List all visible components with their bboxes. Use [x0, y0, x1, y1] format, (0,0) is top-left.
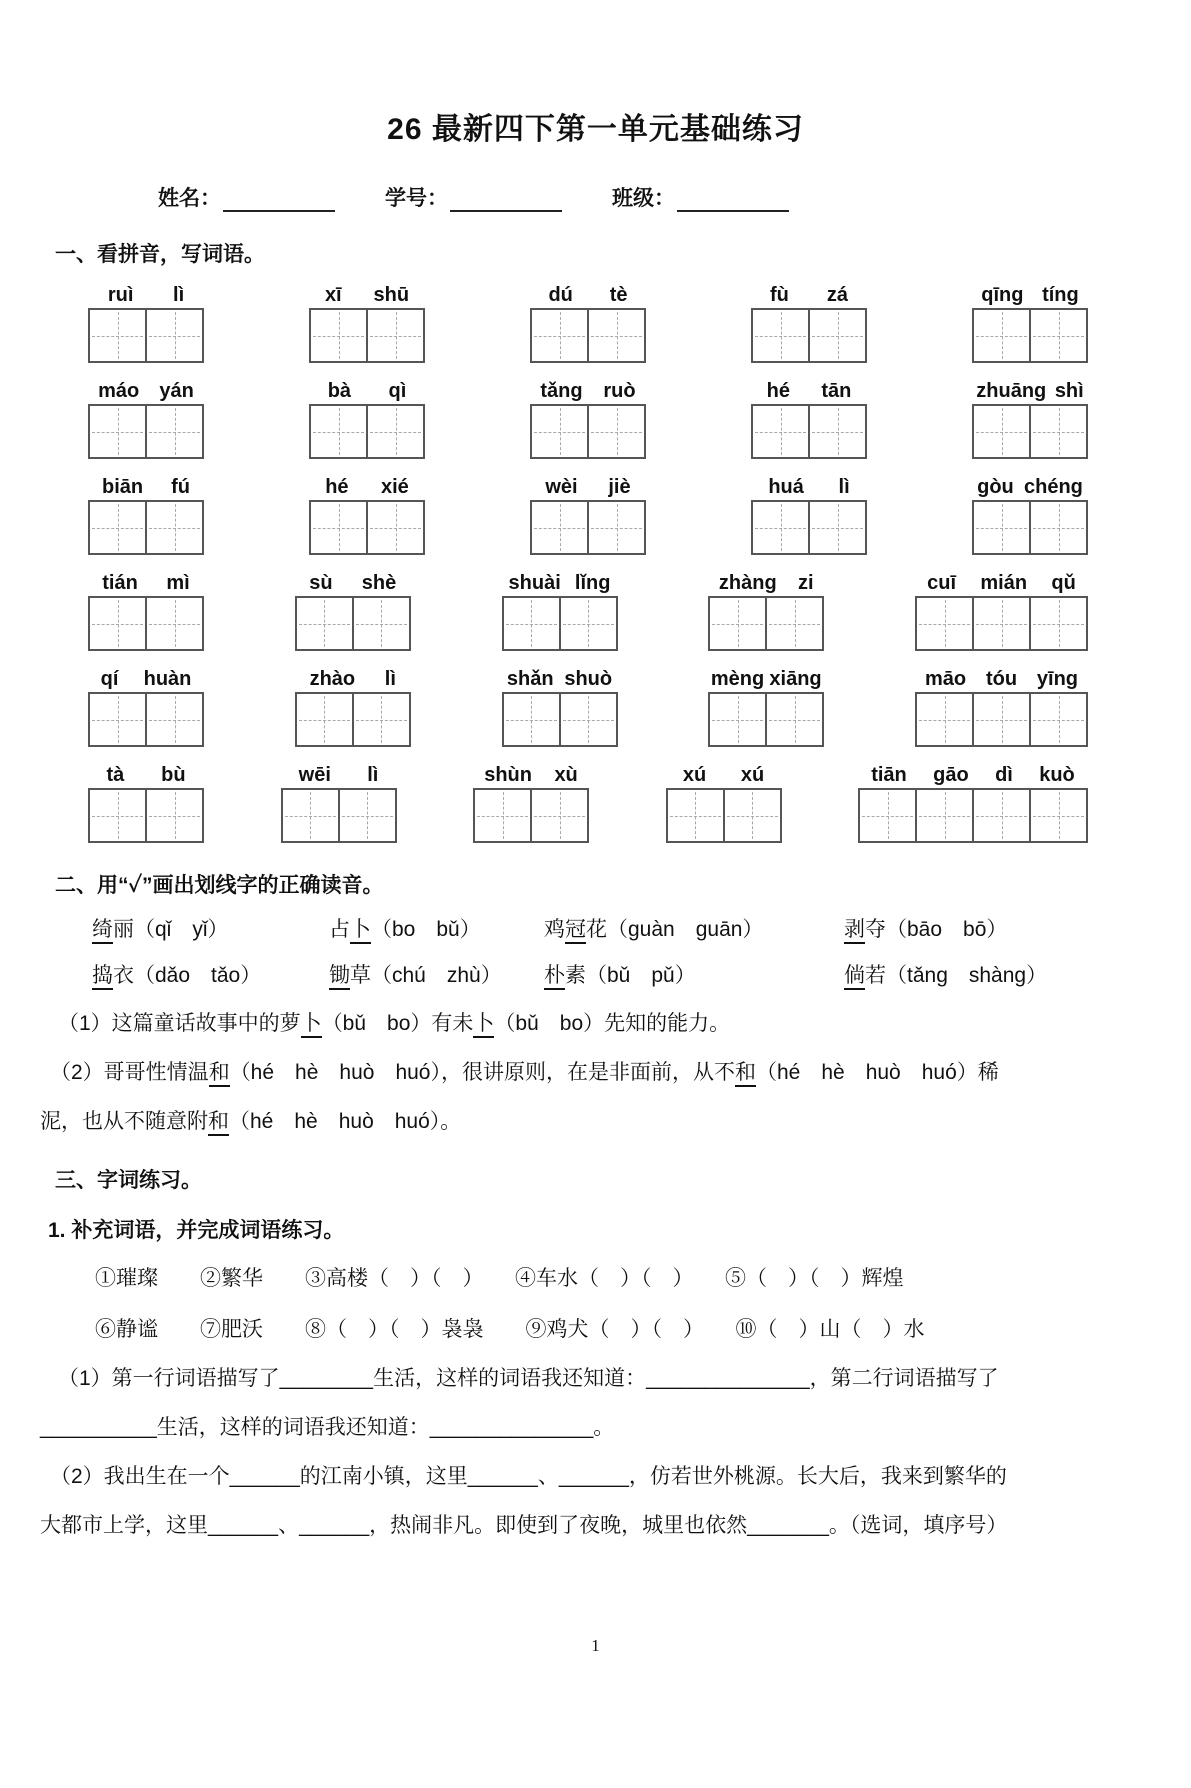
writing-grid: [708, 692, 824, 747]
pinyin-word-block: [972, 282, 1088, 363]
pinyin-syllable: tóu: [985, 668, 1018, 690]
pinyin-syllable: zhàng: [718, 572, 777, 594]
pinyin-syllable: xié: [380, 476, 409, 498]
pronunciation-item: [92, 915, 329, 945]
exercise-line: __________生活，这样的词语我还知道：______________。: [40, 1416, 615, 1439]
grid-cell: [88, 404, 147, 459]
pinyin-syllable: bà: [327, 380, 352, 402]
sentence-text: （bǔ bo）先知的能力。: [494, 1012, 731, 1035]
pinyin-label: [751, 474, 867, 500]
pinyin-syllable: tián: [102, 572, 138, 594]
pinyin-label: [502, 570, 618, 596]
pinyin-word-block: [915, 666, 1088, 747]
grid-cell: [972, 404, 1031, 459]
underlined-char: 倘: [844, 964, 865, 990]
grid-cell: [145, 308, 204, 363]
pinyin-word-block: [972, 474, 1088, 555]
pinyin-word-block: [281, 762, 397, 843]
writing-grid: [88, 692, 204, 747]
grid-cell: [530, 788, 589, 843]
pinyin-word-block: [88, 378, 204, 459]
grid-cell: [309, 500, 368, 555]
student-field-0: [158, 182, 335, 212]
writing-grid: [309, 500, 425, 555]
pinyin-label: [88, 282, 204, 308]
pinyin-syllable: xiāng: [769, 668, 822, 690]
writing-grid: [88, 596, 204, 651]
pinyin-label: [751, 378, 867, 404]
underlined-char: 绮: [92, 918, 113, 944]
pinyin-label: [708, 666, 824, 692]
pinyin-syllable: fù: [769, 284, 789, 306]
exercise-line: （2）我出生在一个______的江南小镇，这里______、______，仿若世外桃源。长大后，我来到繁华的: [50, 1465, 1007, 1488]
grid-cell: [723, 788, 782, 843]
pinyin-syllable: yán: [159, 380, 194, 402]
grid-cell: [858, 788, 917, 843]
pinyin-word-block: [708, 570, 824, 651]
pinyin-syllable: gòu: [977, 476, 1014, 498]
student-info-row: [158, 182, 1191, 212]
grid-cell: [751, 404, 810, 459]
exercise-line: （1）第一行词语描写了________生活，这样的词语我还知道：______________，第二行词语描写了: [58, 1367, 999, 1390]
pinyin-label: [972, 282, 1088, 308]
sentence-text: （hé hè huò huó），很讲原则，在是非面前，从不: [229, 1061, 735, 1084]
grid-cell: [708, 692, 767, 747]
pinyin-syllable: xī: [324, 284, 342, 306]
grid-cell: [666, 788, 725, 843]
grid-cell: [915, 692, 974, 747]
grid-cell: [366, 308, 425, 363]
pinyin-syllable: wèi: [545, 476, 578, 498]
writing-grid: [295, 596, 411, 651]
pinyin-label: [751, 282, 867, 308]
pinyin-syllable: chéng: [1023, 476, 1083, 498]
grid-cell: [530, 404, 589, 459]
grid-cell: [972, 308, 1031, 363]
grid-cell: [1029, 500, 1088, 555]
pronunciation-item: [329, 961, 544, 991]
sentence-line: [58, 1007, 1151, 1040]
grid-cell: [587, 404, 646, 459]
section1-heading: 一、看拼音，写词语。: [55, 243, 265, 266]
grid-cell: [808, 308, 867, 363]
grid-cell: [88, 500, 147, 555]
pinyin-syllable: cuī: [927, 572, 957, 594]
pinyin-label: [88, 474, 204, 500]
pinyin-label: [530, 474, 646, 500]
grid-cell: [309, 308, 368, 363]
pronunciation-text: 草（chú zhù）: [350, 964, 502, 987]
writing-grid: [88, 308, 204, 363]
pinyin-label: [530, 282, 646, 308]
pinyin-word-block: [502, 666, 618, 747]
grid-cell: [751, 308, 810, 363]
writing-grid: [309, 404, 425, 459]
pronunciation-text: 若（tǎng shàng）: [865, 964, 1048, 987]
grid-cell: [338, 788, 397, 843]
grid-cell: [972, 500, 1031, 555]
writing-grid: [502, 692, 618, 747]
pinyin-word-block: [88, 282, 204, 363]
pinyin-label: [858, 762, 1088, 788]
pronunciation-sentences: [0, 1007, 1191, 1138]
pronunciation-option-row: [92, 961, 1151, 991]
grid-cell: [1029, 596, 1088, 651]
pinyin-word-block: [751, 378, 867, 459]
writing-grid: [530, 308, 646, 363]
pronunciation-text: 丽（qǐ yǐ）: [113, 918, 229, 941]
pinyin-word-block: [751, 474, 867, 555]
pronunciation-text: 衣（dǎo tǎo）: [113, 964, 262, 987]
underlined-char: 卜: [350, 918, 371, 944]
pinyin-syllable: shùn: [484, 764, 532, 786]
grid-cell: [145, 404, 204, 459]
grid-cell: [281, 788, 340, 843]
pinyin-syllable: lì: [838, 476, 850, 498]
pinyin-word-block: [295, 570, 411, 651]
exercise-line: ⑥静谧 ⑦肥沃 ⑧（ ）（ ）袅袅 ⑨鸡犬（ ）（ ） ⑩（ ）山（ ）水: [95, 1318, 925, 1341]
pinyin-row: [88, 282, 1088, 363]
grid-cell: [972, 596, 1031, 651]
pinyin-syllable: ruò: [603, 380, 636, 402]
pinyin-label: [88, 570, 204, 596]
pinyin-syllable: shǎn: [506, 668, 554, 690]
pinyin-syllable: tè: [609, 284, 628, 306]
grid-cell: [915, 788, 974, 843]
pinyin-syllable: tān: [821, 380, 852, 402]
grid-cell: [1029, 404, 1088, 459]
pinyin-word-block: [530, 474, 646, 555]
pinyin-syllable: xú: [682, 764, 707, 786]
pinyin-syllable: tiān: [871, 764, 907, 786]
sentence-text: 泥，也从不随意附: [40, 1110, 208, 1133]
grid-cell: [1029, 788, 1088, 843]
underlined-char: 捣: [92, 964, 113, 990]
pinyin-row: [88, 666, 1088, 747]
pinyin-word-block: [708, 666, 824, 747]
pinyin-label: [309, 378, 425, 404]
sentence-text: （2）哥哥性情温: [50, 1061, 209, 1084]
underlined-char: 和: [208, 1110, 229, 1136]
pinyin-word-block: [530, 282, 646, 363]
pinyin-label: [708, 570, 824, 596]
pinyin-syllable: zhào: [309, 668, 356, 690]
grid-cell: [808, 500, 867, 555]
pinyin-label: [309, 282, 425, 308]
writing-grid: [972, 404, 1088, 459]
writing-grid: [751, 404, 867, 459]
grid-cell: [808, 404, 867, 459]
pinyin-syllable: huàn: [143, 668, 192, 690]
grid-cell: [587, 308, 646, 363]
student-field-1: [385, 182, 562, 212]
writing-grid: [281, 788, 397, 843]
grid-cell: [366, 500, 425, 555]
writing-grid: [88, 788, 204, 843]
pinyin-syllable: gāo: [933, 764, 969, 786]
pinyin-word-block: [309, 378, 425, 459]
pinyin-label: [473, 762, 589, 788]
pinyin-word-block: [858, 762, 1088, 843]
pinyin-syllable: shè: [361, 572, 397, 594]
grid-cell: [295, 596, 354, 651]
pinyin-syllable: yīng: [1036, 668, 1079, 690]
underlined-char: 卜: [301, 1012, 322, 1038]
sentence-text: （bǔ bo）有未: [321, 1012, 474, 1035]
pinyin-label: [972, 474, 1088, 500]
pinyin-syllable: qīng: [981, 284, 1024, 306]
pinyin-word-block: [473, 762, 589, 843]
grid-cell: [352, 692, 411, 747]
grid-cell: [88, 788, 147, 843]
underlined-char: 冠: [565, 918, 586, 944]
pinyin-word-block: [972, 378, 1088, 459]
pinyin-label: [295, 570, 411, 596]
grid-cell: [765, 596, 824, 651]
pinyin-syllable: ruì: [107, 284, 134, 306]
grid-cell: [751, 500, 810, 555]
pinyin-syllable: shì: [1054, 380, 1084, 402]
pinyin-label: [88, 378, 204, 404]
sentence-line: [50, 1056, 1151, 1089]
writing-grid: [915, 692, 1088, 747]
pinyin-syllable: wēi: [298, 764, 331, 786]
fill-in-blank: [223, 188, 335, 212]
pinyin-syllable: lì: [384, 668, 396, 690]
fill-in-blank: [450, 188, 562, 212]
writing-grid: [972, 308, 1088, 363]
writing-grid: [88, 404, 204, 459]
pinyin-word-block: [88, 474, 204, 555]
pronunciation-text: 夺（bāo bō）: [865, 918, 1008, 941]
sentence-text: （hé hè huò huó）。: [229, 1110, 462, 1133]
writing-grid: [708, 596, 824, 651]
pronunciation-text: 鸡: [544, 918, 565, 941]
grid-cell: [352, 596, 411, 651]
section2-heading: 二、用“✓”画出划线字的正确读音。: [55, 874, 384, 897]
grid-cell: [502, 692, 561, 747]
grid-cell: [587, 500, 646, 555]
writing-grid: [473, 788, 589, 843]
pronunciation-rows: [0, 915, 1191, 991]
pinyin-syllable: tǎng: [540, 380, 583, 402]
underlined-char: 剥: [844, 918, 865, 944]
student-field-label: 姓名：: [158, 187, 221, 210]
pinyin-label: [915, 666, 1088, 692]
pinyin-syllable: māo: [924, 668, 967, 690]
pinyin-syllable: mì: [166, 572, 190, 594]
grid-cell: [88, 308, 147, 363]
pinyin-syllable: tà: [106, 764, 125, 786]
pinyin-label: [502, 666, 618, 692]
pinyin-label: [309, 474, 425, 500]
pinyin-syllable: hé: [325, 476, 349, 498]
pronunciation-item: [544, 915, 844, 945]
grid-cell: [765, 692, 824, 747]
pinyin-syllable: qì: [388, 380, 407, 402]
section3-subheading: 1. 补充词语，并完成词语练习。: [48, 1219, 345, 1242]
pinyin-syllable: hé: [766, 380, 790, 402]
grid-cell: [559, 596, 618, 651]
pinyin-syllable: dú: [548, 284, 573, 306]
writing-grid: [88, 500, 204, 555]
grid-cell: [502, 596, 561, 651]
grid-cell: [530, 308, 589, 363]
grid-cell: [145, 500, 204, 555]
pinyin-row: [88, 474, 1088, 555]
pinyin-syllable: xú: [740, 764, 765, 786]
pinyin-label: [915, 570, 1088, 596]
pinyin-syllable: kuò: [1039, 764, 1075, 786]
pinyin-row: [88, 378, 1088, 459]
pinyin-syllable: qí: [100, 668, 119, 690]
pronunciation-text: 占: [329, 918, 350, 941]
pinyin-label: [88, 666, 204, 692]
grid-cell: [145, 596, 204, 651]
pinyin-syllable: tíng: [1042, 284, 1079, 306]
grid-cell: [366, 404, 425, 459]
pinyin-word-block: [295, 666, 411, 747]
pinyin-label: [972, 378, 1088, 404]
section3-heading: 三、字词练习。: [55, 1169, 202, 1192]
pronunciation-item: [844, 961, 1151, 991]
writing-grid: [858, 788, 1088, 843]
page-number: 1: [591, 1636, 600, 1655]
grid-cell: [309, 404, 368, 459]
grid-cell: [915, 596, 974, 651]
pinyin-label: [530, 378, 646, 404]
pronunciation-text: 花（guàn guān）: [586, 918, 764, 941]
pinyin-syllable: shuài: [508, 572, 561, 594]
worksheet-page: [0, 104, 1191, 1788]
pinyin-label: [88, 762, 204, 788]
pronunciation-option-row: [92, 915, 1151, 945]
pinyin-word-block: [502, 570, 618, 651]
pinyin-word-block: [751, 282, 867, 363]
pinyin-syllable: zá: [826, 284, 848, 306]
student-field-label: 学号：: [385, 187, 448, 210]
writing-grid: [751, 308, 867, 363]
page-title: 26 最新四下第一单元基础练习: [387, 113, 804, 146]
pinyin-syllable: jiè: [608, 476, 631, 498]
pinyin-syllable: mèng: [710, 668, 765, 690]
pinyin-syllable: mián: [980, 572, 1028, 594]
pinyin-syllable: bù: [161, 764, 186, 786]
grid-cell: [295, 692, 354, 747]
student-field-label: 班级：: [612, 187, 675, 210]
pinyin-syllable: shuò: [564, 668, 613, 690]
grid-cell: [1029, 692, 1088, 747]
pinyin-word-block: [88, 570, 204, 651]
underlined-char: 锄: [329, 964, 350, 990]
pinyin-label: [281, 762, 397, 788]
pinyin-syllable: huá: [768, 476, 804, 498]
pronunciation-item: [844, 915, 1151, 945]
pinyin-word-block: [88, 666, 204, 747]
sentence-line: [40, 1105, 1151, 1138]
pinyin-row: [88, 762, 1088, 843]
student-field-2: [612, 182, 789, 212]
pinyin-row: [88, 570, 1088, 651]
pinyin-syllable: fú: [171, 476, 190, 498]
word-exercise-lines: [0, 1262, 1191, 1542]
pinyin-word-block: [309, 282, 425, 363]
writing-grid: [309, 308, 425, 363]
pronunciation-text: （bo bǔ）: [371, 918, 481, 941]
pinyin-word-block: [915, 570, 1088, 651]
pronunciation-text: 素（bǔ pǔ）: [565, 964, 696, 987]
writing-grid: [972, 500, 1088, 555]
pinyin-syllable: máo: [98, 380, 140, 402]
underlined-char: 卜: [473, 1012, 494, 1038]
underlined-char: 和: [209, 1061, 230, 1087]
pinyin-label: [666, 762, 782, 788]
pinyin-grid-rows: [88, 282, 1088, 843]
grid-cell: [145, 788, 204, 843]
writing-grid: [751, 500, 867, 555]
grid-cell: [88, 596, 147, 651]
grid-cell: [88, 692, 147, 747]
sentence-text: （1）这篇童话故事中的萝: [58, 1012, 301, 1035]
underlined-char: 朴: [544, 964, 565, 990]
underlined-char: 和: [735, 1061, 756, 1087]
pronunciation-item: [92, 961, 329, 991]
pinyin-syllable: lì: [367, 764, 379, 786]
pinyin-syllable: biān: [101, 476, 144, 498]
grid-cell: [145, 692, 204, 747]
pinyin-syllable: zi: [798, 572, 814, 594]
writing-grid: [502, 596, 618, 651]
pinyin-word-block: [530, 378, 646, 459]
writing-grid: [530, 404, 646, 459]
pinyin-syllable: lǐng: [574, 572, 611, 594]
writing-grid: [666, 788, 782, 843]
grid-cell: [972, 788, 1031, 843]
sentence-text: （hé hè huò huó）稀: [755, 1061, 999, 1084]
pronunciation-item: [544, 961, 844, 991]
pinyin-label: [295, 666, 411, 692]
exercise-line: ①璀璨 ②繁华 ③高楼（ ）（ ） ④车水（ ）（ ） ⑤（ ）（ ）辉煌: [95, 1267, 904, 1290]
pinyin-word-block: [88, 762, 204, 843]
writing-grid: [295, 692, 411, 747]
pinyin-word-block: [309, 474, 425, 555]
grid-cell: [473, 788, 532, 843]
grid-cell: [1029, 308, 1088, 363]
pinyin-syllable: qǔ: [1051, 572, 1076, 594]
grid-cell: [530, 500, 589, 555]
pinyin-word-block: [666, 762, 782, 843]
grid-cell: [972, 692, 1031, 747]
writing-grid: [915, 596, 1088, 651]
pinyin-syllable: sù: [309, 572, 333, 594]
pinyin-syllable: dì: [995, 764, 1013, 786]
fill-in-blank: [677, 188, 789, 212]
pinyin-syllable: xù: [554, 764, 578, 786]
grid-cell: [559, 692, 618, 747]
writing-grid: [530, 500, 646, 555]
pinyin-syllable: shū: [373, 284, 410, 306]
grid-cell: [708, 596, 767, 651]
pinyin-syllable: lì: [173, 284, 185, 306]
exercise-line: 大都市上学，这里______、______，热闹非凡。即使到了夜晚，城里也依然_______。（选词，填序号）: [40, 1514, 1008, 1537]
pronunciation-item: [329, 915, 544, 945]
pinyin-syllable: zhuāng: [976, 380, 1047, 402]
